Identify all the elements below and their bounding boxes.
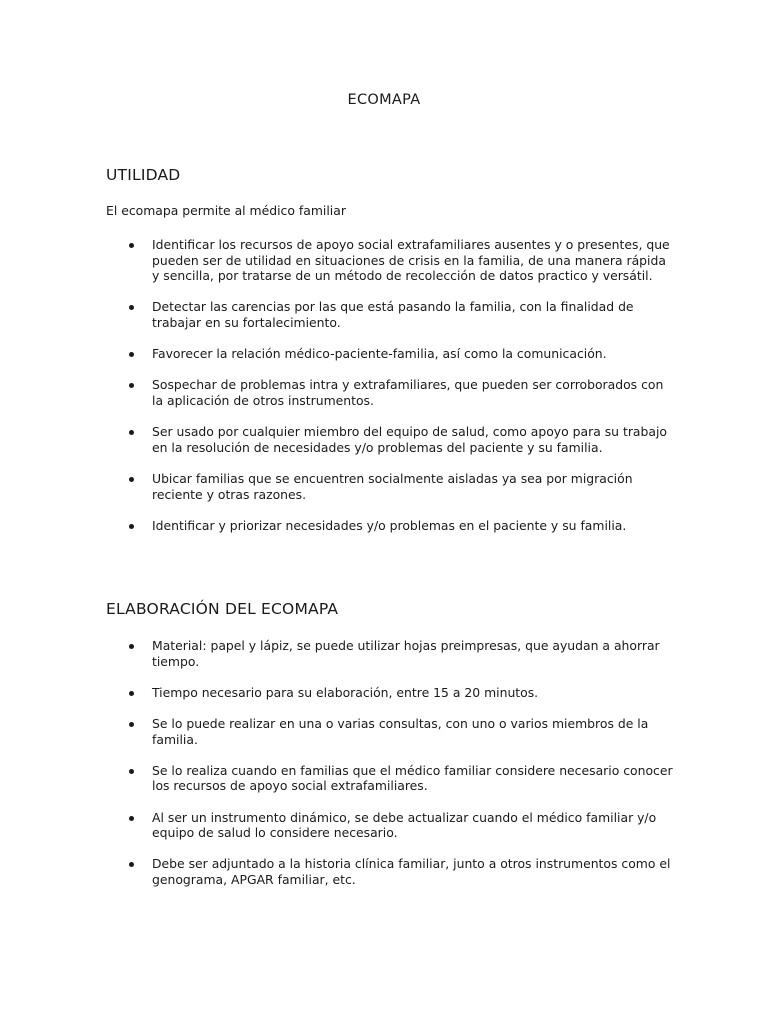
bullet-icon (129, 477, 134, 482)
bullet-icon (129, 524, 134, 529)
list-item-text: Ser usado por cualquier miembro del equipo de salud, como apoyo para su trabajo en la resolución de necesidades y/o problemas del paciente y su familia. (152, 424, 667, 455)
section-heading-utilidad: UTILIDAD (106, 166, 181, 184)
list-item-text: Identificar y priorizar necesidades y/o problemas en el paciente y su familia. (152, 517, 627, 533)
utilidad-list (106, 237, 676, 549)
list-item-text: Sospechar de problemas intra y extrafamiliares, que pueden ser corroborados con la aplicación de otros instrumentos. (152, 377, 664, 408)
list-item (106, 856, 676, 887)
bullet-icon (129, 816, 134, 821)
bullet-icon (129, 305, 134, 310)
list-item-text: Al ser un instrumento dinámico, se debe actualizar cuando el médico familiar y/o equipo de salud lo considere necesario. (152, 809, 657, 841)
list-item-text: Identificar los recursos de apoyo social extrafamiliares ausentes y o presentes, que pueden ser de utilidad en situaciones de crisis en la familia, de una manera rápida y sencilla, por tratarse de un método de recolección de datos practico y versátil. (152, 237, 670, 284)
list-item (106, 346, 676, 362)
elaboracion-list (106, 638, 676, 903)
bullet-icon (129, 644, 134, 649)
list-item (106, 763, 676, 794)
list-item (106, 518, 676, 534)
list-item (106, 810, 676, 841)
bullet-icon (129, 243, 134, 248)
bullet-icon (129, 722, 134, 727)
list-item-text: Ubicar familias que se encuentren socialmente aisladas ya sea por migración reciente y otras razones. (152, 470, 633, 502)
section-heading-elaboracion: ELABORACIÓN DEL ECOMAPA (106, 600, 339, 618)
page-title: ECOMAPA (347, 92, 421, 108)
bullet-icon (129, 691, 134, 696)
bullet-icon (129, 769, 134, 774)
list-item-text: Debe ser adjuntado a la historia clínica familiar, junto a otros instrumentos como el genograma, APGAR familiar, etc. (152, 856, 671, 887)
list-item (106, 685, 676, 701)
list-item (106, 299, 676, 330)
list-item-text: Se lo puede realizar en una o varias consultas, con uno o varios miembros de la familia. (152, 715, 649, 747)
list-item-text: Tiempo necesario para su elaboración, entre 15 a 20 minutos. (152, 684, 539, 700)
list-item (106, 471, 676, 502)
bullet-icon (129, 383, 134, 388)
bullet-icon (129, 862, 134, 867)
list-item (106, 638, 676, 669)
list-item (106, 377, 676, 408)
list-item-text: Detectar las carencias por las que está pasando la familia, con la finalidad de trabajar en su fortalecimiento. (152, 299, 634, 330)
list-item-text: Favorecer la relación médico-paciente-familia, así como la comunicación. (152, 346, 607, 362)
list-item (106, 424, 676, 455)
list-item (106, 716, 676, 747)
list-item-text: Material: papel y lápiz, se puede utilizar hojas preimpresas, que ayudan a ahorrar tiempo. (152, 638, 660, 669)
list-item (106, 237, 676, 284)
section-intro: El ecomapa permite al médico familiar (106, 203, 346, 218)
list-item-text: Se lo realiza cuando en familias que el médico familiar considere necesario conocer los recursos de apoyo social extrafamiliares. (152, 762, 673, 794)
bullet-icon (129, 352, 134, 357)
bullet-icon (129, 430, 134, 435)
